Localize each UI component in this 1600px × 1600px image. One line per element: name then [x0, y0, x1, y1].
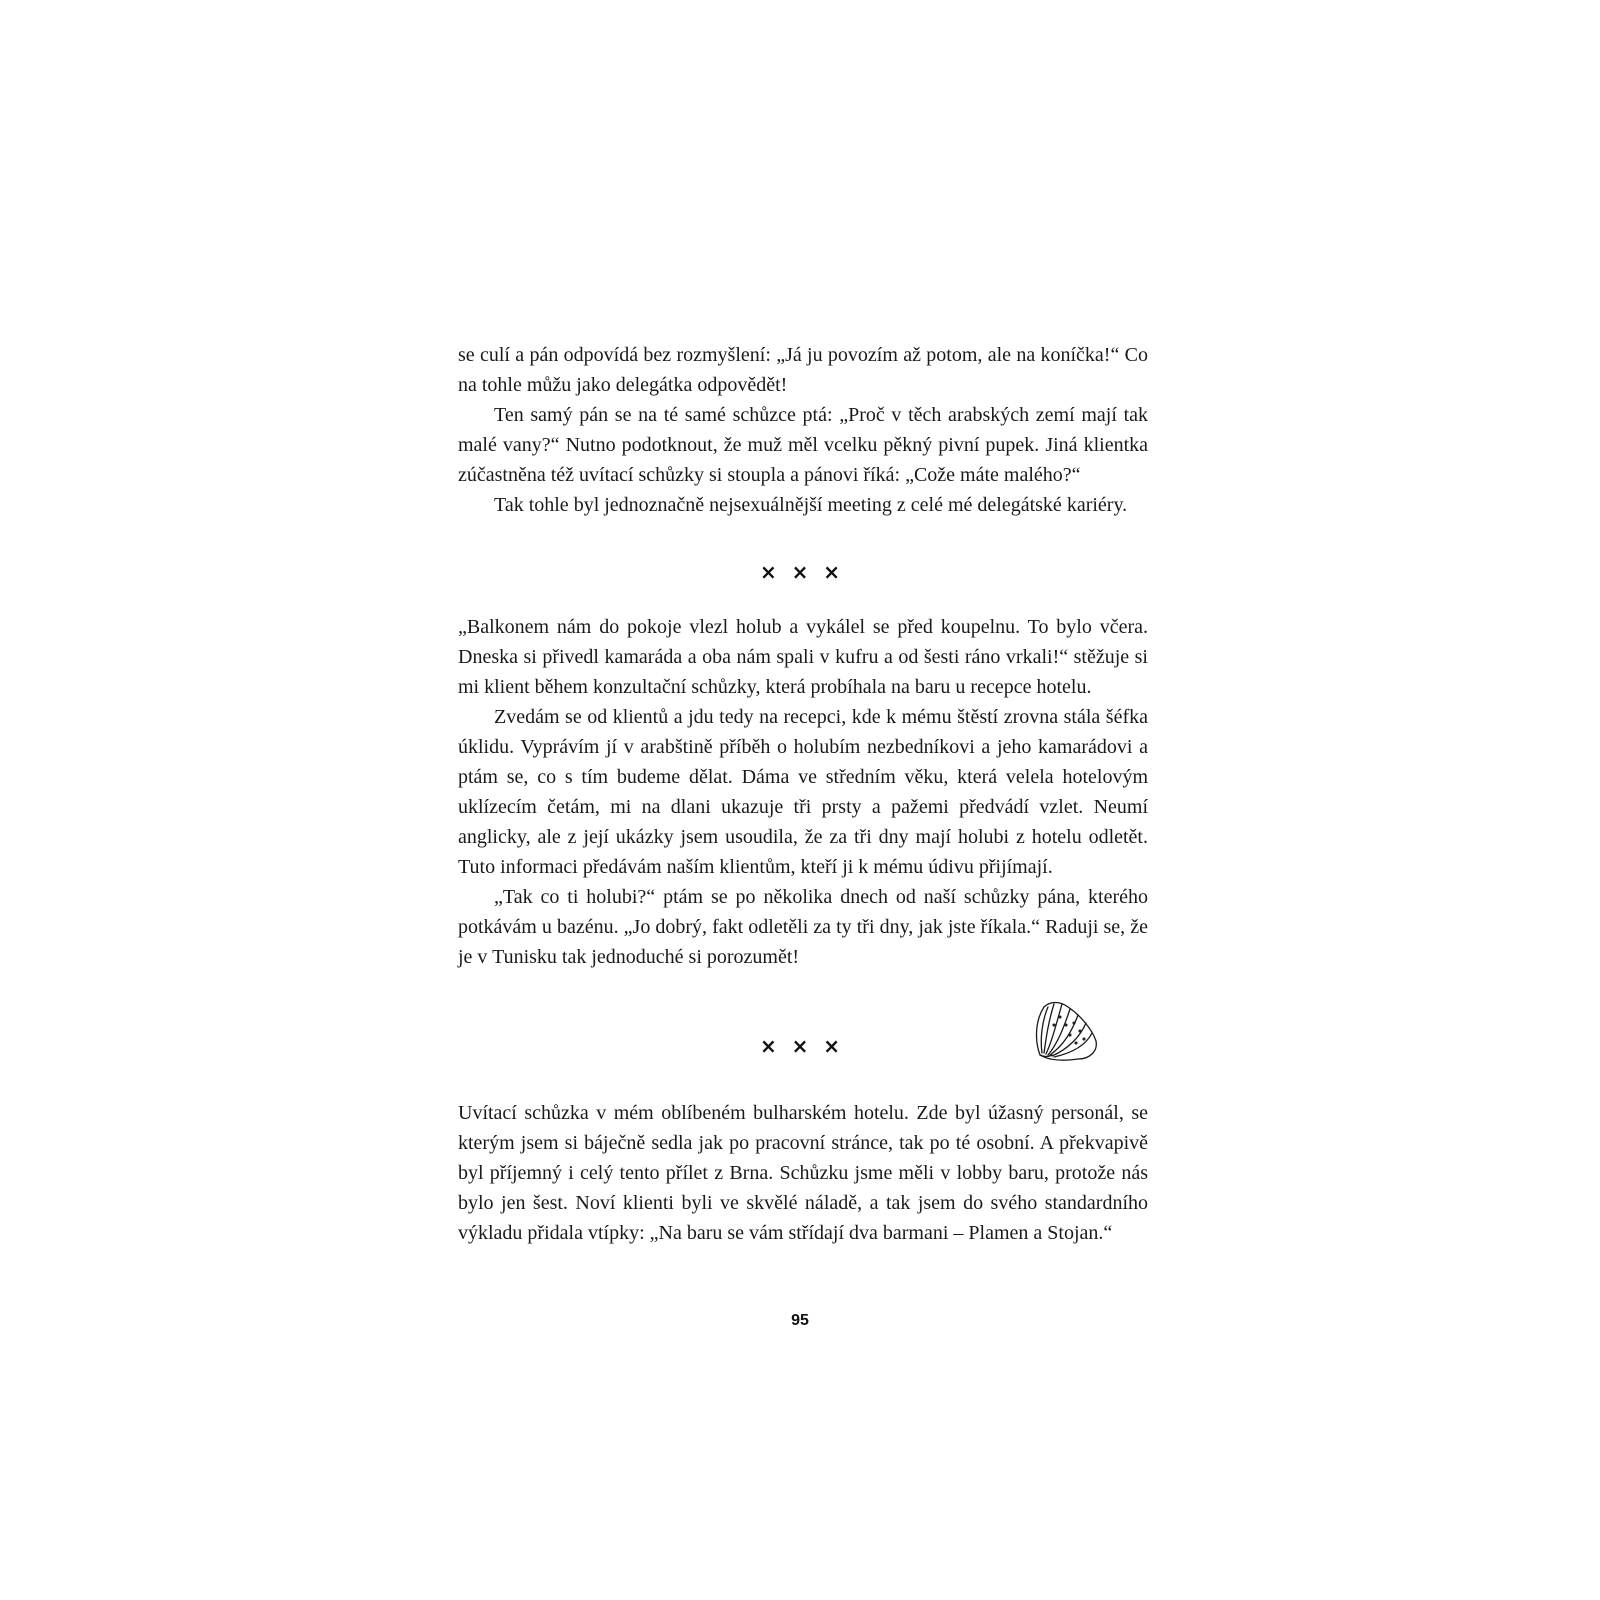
- text-section-1: [458, 340, 1148, 520]
- text-section-3: [458, 1098, 1148, 1248]
- paragraph: se culí a pán odpovídá bez rozmyšlení: „Já ju povozím až potom, ale na koníčka!“ Co na tohle můžu jako delegátka odpovědět!: [458, 344, 1148, 396]
- separator-cross: ×: [760, 1034, 777, 1058]
- separator-cross: ×: [791, 1034, 809, 1058]
- paragraph: Ten samý pán se na té samé schůzce ptá: „Proč v těch arabských zemí mají tak malé vany?“ Nutno podotknout, že muž měl vcelku pěkný pivní pupek. Jiná klientka zúčastněna též uvítací schůzky si stoupla a pánovi říká: „Cože máte malého?“: [458, 404, 1148, 486]
- separator-cross: ×: [791, 560, 809, 584]
- paragraph: Zvedám se od klientů a jdu tedy na recepci, kde k mému štěstí zrovna stála šéfka úklidu. Vyprávím jí v arabštině příběh o holubím nezbedníkovi a jeho kamarádovi a ptám se, co s tím budeme dělat. Dáma ve středním věku, která velela hotelovým uklízecím četám, mi na dlani ukazuje tři prsty a pažemi předvádí vzlet. Neumí anglicky, ale z její ukázky jsem usoudila, že za tři dny mají holubi z hotelu odletět. Tuto informaci předávám naším klientům, kteří ji k mému údivu přijímají.: [458, 706, 1148, 878]
- paragraph: „Balkonem nám do pokoje vlezl holub a vykálel se před koupelnu. To bylo včera. Dneska si přivedl kamaráda a oba nám spali v kufru a od šesti ráno vrkali!“ stěžuje si mi klient během konzultační schůzky, která probíhala na baru u recepce hotelu.: [458, 616, 1148, 698]
- section-separator: [760, 557, 840, 587]
- text-section-2: [458, 612, 1148, 972]
- separator-cross: ×: [823, 560, 840, 584]
- paragraph: Tak tohle byl jednoznačně nejsexuálnější meeting z celé mé delegátské kariéry.: [494, 494, 1128, 516]
- separator-cross: ×: [760, 560, 777, 584]
- seashell-icon: [1030, 995, 1102, 1067]
- section-separator: [760, 1031, 840, 1061]
- paragraph: Uvítací schůzka v mém oblíbeném bulharském hotelu. Zde byl úžasný personál, se kterým jsem si báječně sedla jak po pracovní stránce, tak po té osobní. A překvapivě byl příjemný i celý tento přílet z Brna. Schůzku jsme měli v lobby baru, protože nás bylo jen šest. Noví klienti byli ve skvělé náladě, a tak jsem do svého standardního výkladu přidala vtípky: „Na baru se vám střídají dva barmani – Plamen a Stojan.“: [458, 1102, 1148, 1244]
- separator-cross: ×: [823, 1034, 840, 1058]
- page-number: 95: [791, 1312, 809, 1329]
- paragraph: „Tak co ti holubi?“ ptám se po několika dnech od naší schůzky pána, kterého potkávám u bazénu. „Jo dobrý, fakt odletěli za ty tři dny, jak jste říkala.“ Raduji se, že je v Tunisku tak jednoduché si porozumět!: [458, 886, 1148, 968]
